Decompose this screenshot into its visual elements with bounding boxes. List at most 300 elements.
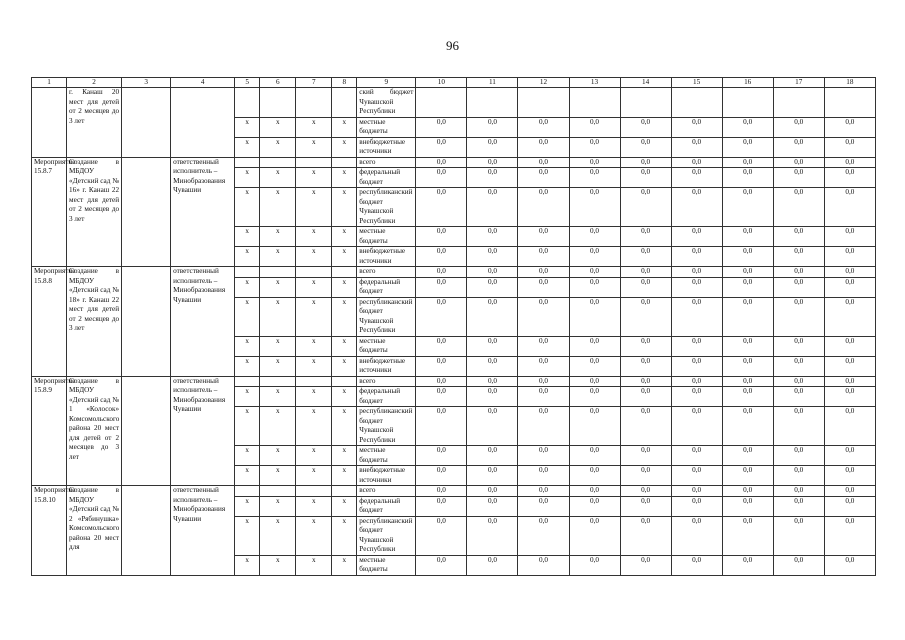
amount-cell: 0,0 (416, 486, 467, 497)
mark-cell: x (235, 247, 260, 267)
column-number: 7 (296, 78, 332, 88)
mark-cell: x (260, 387, 296, 407)
mark-cell: x (235, 117, 260, 137)
column-number: 1 (32, 78, 67, 88)
amount-cell: 0,0 (671, 387, 722, 407)
amount-cell: 0,0 (620, 188, 671, 227)
amount-cell: 0,0 (416, 277, 467, 297)
amount-cell: 0,0 (620, 555, 671, 575)
funding-source-cell: федеральный бюджет (357, 277, 416, 297)
activity-name-cell: Создание в МБДОУ «Детский сад № 16» г. Канаш 22 мест для детей от 2 месяцев до 3 лет (67, 157, 122, 267)
empty-cell (296, 157, 332, 168)
amount-cell: 0,0 (722, 247, 773, 267)
amount-cell: 0,0 (722, 466, 773, 486)
empty-cell (260, 267, 296, 278)
funding-source-cell: всего (357, 486, 416, 497)
executor-cell: ответственный исполнитель – Минобразования Чувашии (171, 267, 235, 377)
mark-cell: x (235, 137, 260, 157)
amount-cell: 0,0 (722, 516, 773, 555)
column-number: 13 (569, 78, 620, 88)
amount-cell: 0,0 (620, 516, 671, 555)
amount-cell: 0,0 (569, 446, 620, 466)
empty-cell (235, 267, 260, 278)
amount-cell: 0,0 (773, 157, 824, 168)
mark-cell: x (260, 227, 296, 247)
amount-cell: 0,0 (671, 277, 722, 297)
mark-cell: x (332, 168, 357, 188)
amount-cell: 0,0 (518, 227, 569, 247)
amount-cell: 0,0 (518, 157, 569, 168)
amount-cell: 0,0 (824, 247, 875, 267)
amount-cell: 0,0 (671, 188, 722, 227)
activity-number-cell: Мероприятие 15.8.9 (32, 376, 67, 486)
empty-cell (296, 376, 332, 387)
amount-cell: 0,0 (416, 407, 467, 446)
empty-cell (620, 88, 671, 118)
empty-cell (122, 376, 171, 486)
mark-cell: x (260, 117, 296, 137)
amount-cell: 0,0 (467, 267, 518, 278)
amount-cell: 0,0 (518, 496, 569, 516)
activity-cell (32, 88, 67, 158)
amount-cell: 0,0 (773, 466, 824, 486)
mark-cell: x (296, 297, 332, 336)
mark-cell: x (296, 516, 332, 555)
activity-name-cell: Создание в МБДОУ «Детский сад № 18» г. Канаш 22 мест для детей от 2 месяцев до 3 лет (67, 267, 122, 377)
activity-name-cell: Создание в МБДОУ «Детский сад № 1 «Колосок» Комсомольского района 20 мест для детей от 2 месяцев до 3 лет (67, 376, 122, 486)
amount-cell: 0,0 (773, 336, 824, 356)
empty-cell (235, 486, 260, 497)
amount-cell: 0,0 (722, 227, 773, 247)
mark-cell: x (235, 356, 260, 376)
amount-cell: 0,0 (518, 407, 569, 446)
funding-source-cell: местные бюджеты (357, 227, 416, 247)
amount-cell: 0,0 (569, 376, 620, 387)
amount-cell: 0,0 (671, 356, 722, 376)
mark-cell: x (235, 168, 260, 188)
activity-number-cell: Мероприятие 15.8.7 (32, 157, 67, 267)
amount-cell: 0,0 (671, 516, 722, 555)
amount-cell: 0,0 (620, 496, 671, 516)
amount-cell: 0,0 (773, 297, 824, 336)
amount-cell: 0,0 (518, 188, 569, 227)
executor-cell: ответственный исполнитель – Минобразования Чувашии (171, 376, 235, 486)
amount-cell: 0,0 (467, 407, 518, 446)
funding-source-cell: местные бюджеты (357, 336, 416, 356)
column-number: 15 (671, 78, 722, 88)
amount-cell: 0,0 (569, 247, 620, 267)
column-number: 3 (122, 78, 171, 88)
amount-cell: 0,0 (773, 407, 824, 446)
table-row (32, 88, 876, 118)
funding-source-cell: всего (357, 376, 416, 387)
empty-cell (260, 376, 296, 387)
empty-cell (332, 486, 357, 497)
amount-cell: 0,0 (518, 168, 569, 188)
amount-cell: 0,0 (671, 297, 722, 336)
amount-cell: 0,0 (824, 267, 875, 278)
amount-cell: 0,0 (722, 356, 773, 376)
amount-cell: 0,0 (722, 168, 773, 188)
amount-cell: 0,0 (620, 407, 671, 446)
amount-cell: 0,0 (620, 247, 671, 267)
mark-cell: x (235, 555, 260, 575)
mark-cell: x (235, 387, 260, 407)
mark-cell: x (296, 407, 332, 446)
amount-cell: 0,0 (824, 168, 875, 188)
amount-cell: 0,0 (518, 555, 569, 575)
amount-cell: 0,0 (671, 466, 722, 486)
mark-cell: x (296, 336, 332, 356)
page-number: 96 (446, 38, 459, 53)
mark-cell: x (235, 496, 260, 516)
empty-cell (467, 88, 518, 118)
amount-cell: 0,0 (620, 267, 671, 278)
amount-cell: 0,0 (773, 555, 824, 575)
amount-cell: 0,0 (671, 157, 722, 168)
amount-cell: 0,0 (569, 277, 620, 297)
funding-source-cell: внебюджетные источники (357, 356, 416, 376)
amount-cell: 0,0 (467, 387, 518, 407)
amount-cell: 0,0 (518, 486, 569, 497)
amount-cell: 0,0 (824, 356, 875, 376)
amount-cell: 0,0 (467, 157, 518, 168)
amount-cell: 0,0 (722, 387, 773, 407)
mark-cell: x (296, 277, 332, 297)
column-number-row (32, 78, 876, 88)
empty-cell (296, 88, 332, 118)
amount-cell: 0,0 (518, 516, 569, 555)
amount-cell: 0,0 (671, 168, 722, 188)
amount-cell: 0,0 (722, 336, 773, 356)
amount-cell: 0,0 (569, 227, 620, 247)
mark-cell: x (332, 247, 357, 267)
amount-cell: 0,0 (620, 157, 671, 168)
amount-cell: 0,0 (824, 227, 875, 247)
funding-source-cell: внебюджетные источники (357, 466, 416, 486)
mark-cell: x (332, 356, 357, 376)
column-number: 16 (722, 78, 773, 88)
amount-cell: 0,0 (722, 407, 773, 446)
amount-cell: 0,0 (773, 227, 824, 247)
amount-cell: 0,0 (569, 157, 620, 168)
amount-cell: 0,0 (824, 297, 875, 336)
mark-cell: x (235, 188, 260, 227)
mark-cell: x (235, 407, 260, 446)
empty-cell (235, 157, 260, 168)
amount-cell: 0,0 (416, 137, 467, 157)
amount-cell: 0,0 (569, 387, 620, 407)
amount-cell: 0,0 (518, 387, 569, 407)
mark-cell: x (235, 446, 260, 466)
mark-cell: x (296, 555, 332, 575)
funding-source-cell: ский бюджет Чувашской Республики (357, 88, 416, 118)
funding-source-cell: всего (357, 267, 416, 278)
amount-cell: 0,0 (773, 446, 824, 466)
mark-cell: x (235, 466, 260, 486)
activity-name-cell: Создание в МБДОУ «Детский сад № 2 «Рябинушка» Комсомольского района 20 мест для (67, 486, 122, 576)
amount-cell: 0,0 (569, 407, 620, 446)
amount-cell: 0,0 (569, 555, 620, 575)
empty-cell (416, 88, 467, 118)
amount-cell: 0,0 (722, 376, 773, 387)
amount-cell: 0,0 (416, 267, 467, 278)
amount-cell: 0,0 (671, 486, 722, 497)
amount-cell: 0,0 (569, 297, 620, 336)
funding-source-cell: республиканский бюджет Чувашской Республики (357, 407, 416, 446)
amount-cell: 0,0 (416, 247, 467, 267)
mark-cell: x (332, 516, 357, 555)
mark-cell: x (235, 516, 260, 555)
empty-cell (235, 88, 260, 118)
funding-source-cell: всего (357, 157, 416, 168)
funding-source-cell: республиканский бюджет Чувашской Республики (357, 516, 416, 555)
amount-cell: 0,0 (620, 297, 671, 336)
amount-cell: 0,0 (620, 486, 671, 497)
amount-cell: 0,0 (824, 496, 875, 516)
mark-cell: x (260, 555, 296, 575)
amount-cell: 0,0 (824, 137, 875, 157)
mark-cell: x (296, 496, 332, 516)
mark-cell: x (260, 137, 296, 157)
mark-cell: x (260, 168, 296, 188)
mark-cell: x (332, 297, 357, 336)
amount-cell: 0,0 (518, 117, 569, 137)
empty-cell (518, 88, 569, 118)
amount-cell: 0,0 (773, 267, 824, 278)
table-row (32, 486, 876, 497)
empty-cell (235, 376, 260, 387)
amount-cell: 0,0 (467, 486, 518, 497)
amount-cell: 0,0 (416, 387, 467, 407)
amount-cell: 0,0 (467, 516, 518, 555)
column-number: 11 (467, 78, 518, 88)
budget-table (31, 77, 876, 576)
amount-cell: 0,0 (569, 486, 620, 497)
amount-cell: 0,0 (467, 277, 518, 297)
amount-cell: 0,0 (416, 188, 467, 227)
empty-cell (773, 88, 824, 118)
amount-cell: 0,0 (416, 227, 467, 247)
mark-cell: x (296, 356, 332, 376)
mark-cell: x (260, 516, 296, 555)
amount-cell: 0,0 (824, 188, 875, 227)
column-number: 10 (416, 78, 467, 88)
amount-cell: 0,0 (416, 555, 467, 575)
column-number: 2 (67, 78, 122, 88)
empty-cell (332, 376, 357, 387)
funding-source-cell: республиканский бюджет Чувашской Республики (357, 297, 416, 336)
mark-cell: x (235, 297, 260, 336)
amount-cell: 0,0 (824, 407, 875, 446)
amount-cell: 0,0 (824, 466, 875, 486)
mark-cell: x (332, 446, 357, 466)
column-number: 14 (620, 78, 671, 88)
amount-cell: 0,0 (569, 267, 620, 278)
amount-cell: 0,0 (773, 277, 824, 297)
mark-cell: x (296, 247, 332, 267)
funding-source-cell: федеральный бюджет (357, 168, 416, 188)
empty-cell (332, 157, 357, 168)
amount-cell: 0,0 (416, 446, 467, 466)
amount-cell: 0,0 (620, 387, 671, 407)
amount-cell: 0,0 (671, 496, 722, 516)
mark-cell: x (260, 277, 296, 297)
executor-cell: ответственный исполнитель – Минобразования Чувашии (171, 157, 235, 267)
column-number: 12 (518, 78, 569, 88)
table-row (32, 157, 876, 168)
amount-cell: 0,0 (824, 336, 875, 356)
amount-cell: 0,0 (773, 496, 824, 516)
amount-cell: 0,0 (518, 137, 569, 157)
amount-cell: 0,0 (518, 336, 569, 356)
amount-cell: 0,0 (620, 117, 671, 137)
amount-cell: 0,0 (671, 137, 722, 157)
amount-cell: 0,0 (416, 168, 467, 188)
mark-cell: x (296, 466, 332, 486)
empty-cell (122, 267, 171, 377)
mark-cell: x (296, 117, 332, 137)
mark-cell: x (296, 446, 332, 466)
table-row (32, 267, 876, 278)
amount-cell: 0,0 (620, 376, 671, 387)
mark-cell: x (332, 137, 357, 157)
mark-cell: x (332, 188, 357, 227)
empty-cell (260, 88, 296, 118)
executor-cell (171, 88, 235, 158)
empty-cell (569, 88, 620, 118)
mark-cell: x (332, 496, 357, 516)
amount-cell: 0,0 (773, 117, 824, 137)
amount-cell: 0,0 (722, 188, 773, 227)
mark-cell: x (332, 336, 357, 356)
mark-cell: x (296, 227, 332, 247)
mark-cell: x (296, 387, 332, 407)
amount-cell: 0,0 (416, 496, 467, 516)
amount-cell: 0,0 (722, 486, 773, 497)
funding-source-cell: местные бюджеты (357, 446, 416, 466)
amount-cell: 0,0 (416, 297, 467, 336)
amount-cell: 0,0 (467, 496, 518, 516)
amount-cell: 0,0 (416, 466, 467, 486)
amount-cell: 0,0 (467, 227, 518, 247)
amount-cell: 0,0 (722, 267, 773, 278)
funding-source-cell: федеральный бюджет (357, 496, 416, 516)
empty-cell (332, 88, 357, 118)
mark-cell: x (260, 356, 296, 376)
empty-cell (296, 267, 332, 278)
empty-cell (824, 88, 875, 118)
column-number: 18 (824, 78, 875, 88)
activity-name-cell: г. Канаш 20 мест для детей от 2 месяцев до 3 лет (67, 88, 122, 158)
amount-cell: 0,0 (467, 376, 518, 387)
amount-cell: 0,0 (518, 446, 569, 466)
empty-cell (260, 157, 296, 168)
column-number: 8 (332, 78, 357, 88)
amount-cell: 0,0 (824, 516, 875, 555)
amount-cell: 0,0 (467, 168, 518, 188)
activity-number-cell: Мероприятие 15.8.10 (32, 486, 67, 576)
amount-cell: 0,0 (416, 336, 467, 356)
amount-cell: 0,0 (620, 446, 671, 466)
amount-cell: 0,0 (416, 117, 467, 137)
amount-cell: 0,0 (416, 516, 467, 555)
funding-source-cell: внебюджетные источники (357, 247, 416, 267)
amount-cell: 0,0 (467, 336, 518, 356)
empty-cell (122, 88, 171, 158)
funding-source-cell: местные бюджеты (357, 117, 416, 137)
mark-cell: x (260, 496, 296, 516)
amount-cell: 0,0 (722, 277, 773, 297)
amount-cell: 0,0 (620, 168, 671, 188)
amount-cell: 0,0 (722, 297, 773, 336)
amount-cell: 0,0 (569, 137, 620, 157)
amount-cell: 0,0 (467, 555, 518, 575)
empty-cell (332, 267, 357, 278)
mark-cell: x (235, 227, 260, 247)
mark-cell: x (332, 117, 357, 137)
amount-cell: 0,0 (824, 277, 875, 297)
mark-cell: x (260, 188, 296, 227)
amount-cell: 0,0 (620, 227, 671, 247)
mark-cell: x (332, 407, 357, 446)
amount-cell: 0,0 (467, 247, 518, 267)
mark-cell: x (235, 277, 260, 297)
mark-cell: x (260, 446, 296, 466)
amount-cell: 0,0 (824, 486, 875, 497)
mark-cell: x (260, 466, 296, 486)
amount-cell: 0,0 (416, 376, 467, 387)
amount-cell: 0,0 (671, 336, 722, 356)
amount-cell: 0,0 (722, 496, 773, 516)
column-number: 6 (260, 78, 296, 88)
mark-cell: x (296, 188, 332, 227)
amount-cell: 0,0 (671, 117, 722, 137)
mark-cell: x (260, 247, 296, 267)
amount-cell: 0,0 (569, 516, 620, 555)
column-number: 17 (773, 78, 824, 88)
amount-cell: 0,0 (569, 188, 620, 227)
amount-cell: 0,0 (467, 466, 518, 486)
mark-cell: x (332, 227, 357, 247)
amount-cell: 0,0 (773, 247, 824, 267)
column-number: 5 (235, 78, 260, 88)
amount-cell: 0,0 (518, 356, 569, 376)
column-number: 9 (357, 78, 416, 88)
amount-cell: 0,0 (518, 277, 569, 297)
amount-cell: 0,0 (773, 516, 824, 555)
amount-cell: 0,0 (671, 227, 722, 247)
amount-cell: 0,0 (671, 446, 722, 466)
amount-cell: 0,0 (569, 117, 620, 137)
amount-cell: 0,0 (518, 247, 569, 267)
amount-cell: 0,0 (467, 137, 518, 157)
amount-cell: 0,0 (416, 356, 467, 376)
amount-cell: 0,0 (722, 137, 773, 157)
amount-cell: 0,0 (416, 157, 467, 168)
amount-cell: 0,0 (773, 356, 824, 376)
amount-cell: 0,0 (620, 356, 671, 376)
amount-cell: 0,0 (620, 277, 671, 297)
amount-cell: 0,0 (671, 555, 722, 575)
amount-cell: 0,0 (824, 446, 875, 466)
amount-cell: 0,0 (773, 188, 824, 227)
funding-source-cell: внебюджетные источники (357, 137, 416, 157)
amount-cell: 0,0 (722, 117, 773, 137)
amount-cell: 0,0 (620, 466, 671, 486)
amount-cell: 0,0 (467, 188, 518, 227)
empty-cell (122, 157, 171, 267)
